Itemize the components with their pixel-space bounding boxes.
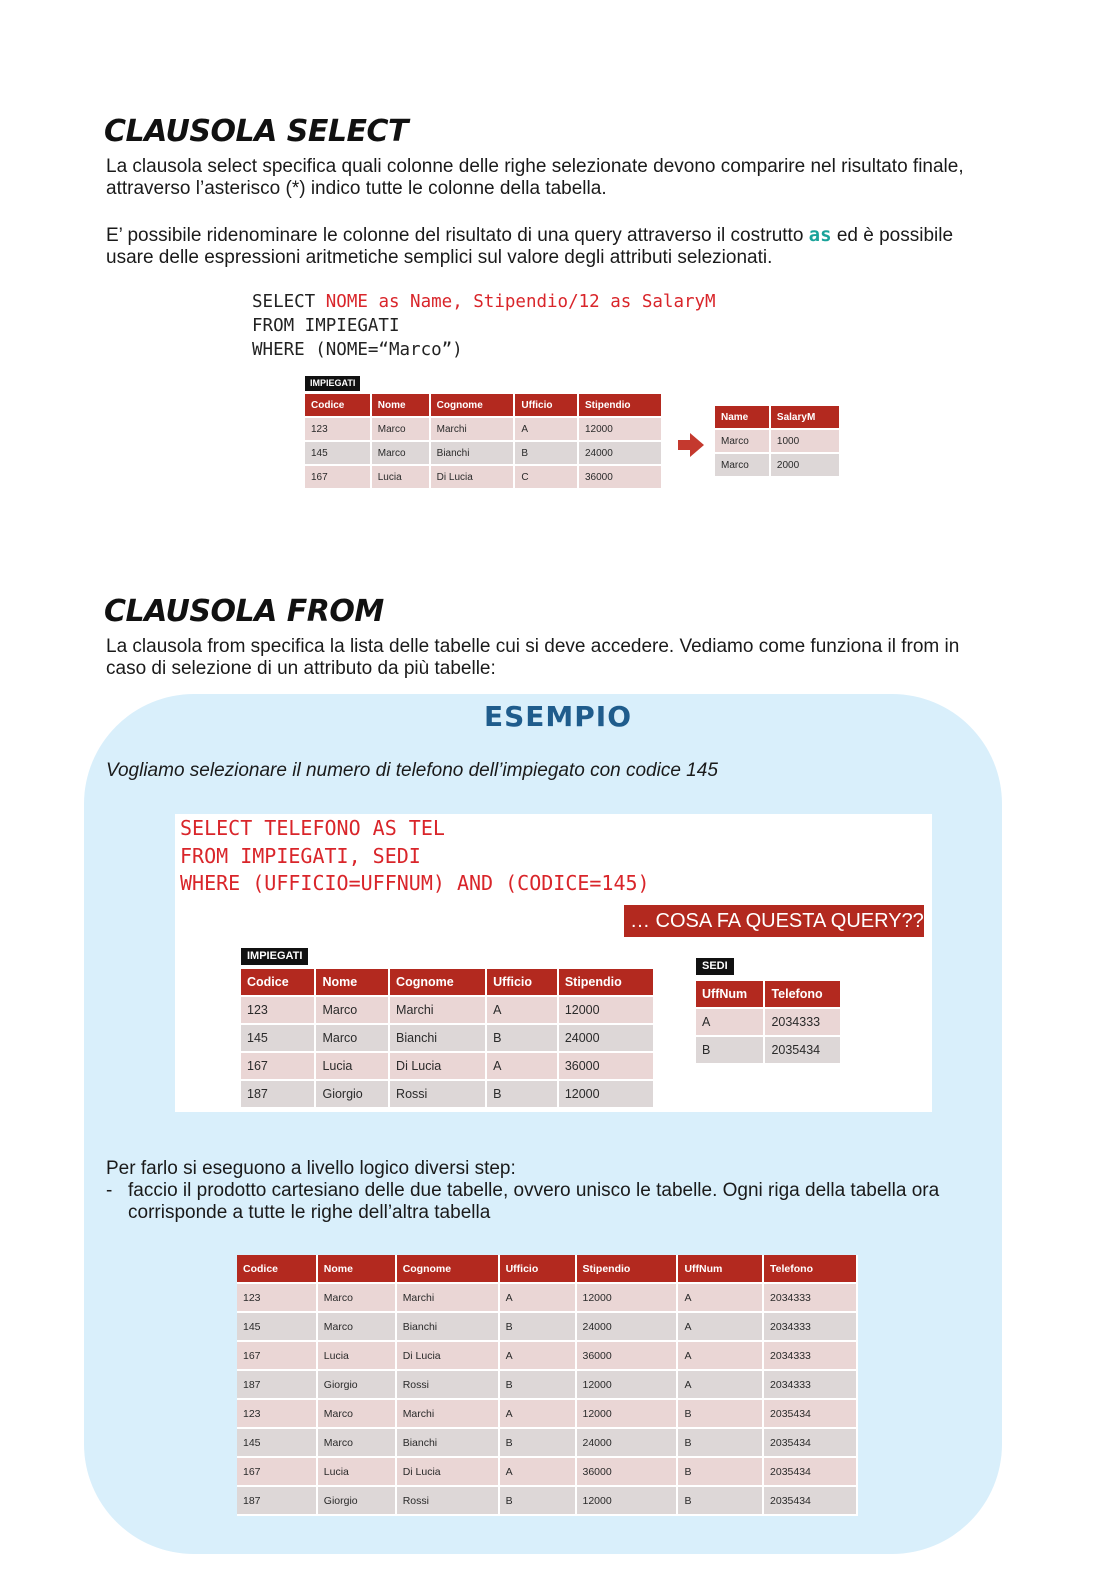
sedi-cell: B — [696, 1037, 765, 1065]
cartesian-cell: Lucia — [318, 1342, 397, 1371]
result-cell: 1000 — [771, 430, 841, 454]
query-callout: … COSA FA QUESTA QUERY?? — [624, 905, 924, 937]
result-header-cell: Name — [715, 406, 771, 430]
table-row — [241, 997, 655, 1025]
cartesian-cell: A — [678, 1313, 764, 1342]
table-row — [237, 1429, 858, 1458]
impiegati-cell: 123 — [305, 418, 372, 442]
cartesian-cell: 145 — [237, 1313, 318, 1342]
cartesian-cell: 12000 — [577, 1371, 679, 1400]
step-item-1-text: faccio il prodotto cartesiano delle due tabelle, ovvero unisco le tabelle. Ogni riga della tabella ora corrisponde a tutte le righe dell’altra tabella — [128, 1180, 940, 1223]
cartesian-cell: 36000 — [577, 1458, 679, 1487]
cartesian-cell: A — [500, 1458, 577, 1487]
impiegati-cell: C — [515, 466, 579, 490]
table-row — [696, 1037, 842, 1065]
result-header-row — [715, 406, 841, 430]
example-impiegati-cell: B — [487, 1081, 559, 1109]
step-dash: - — [106, 1180, 113, 1201]
sedi-label: SEDI — [696, 958, 734, 975]
code-from-line: FROM IMPIEGATI — [252, 316, 400, 336]
table-row — [237, 1313, 858, 1342]
example-impiegati-cell: 12000 — [559, 1081, 655, 1109]
example-code-line-3: WHERE (UFFICIO=UFFNUM) AND (CODICE=145) — [180, 871, 650, 895]
impiegati-cell: Marco — [372, 418, 431, 442]
cartesian-cell: Marco — [318, 1429, 397, 1458]
example-impiegati-header-cell: Ufficio — [487, 969, 559, 997]
table-row — [696, 1009, 842, 1037]
cartesian-cell: 2034333 — [764, 1284, 858, 1313]
cartesian-cell: 187 — [237, 1371, 318, 1400]
impiegati-header-row — [305, 394, 663, 418]
sedi-cell: A — [696, 1009, 765, 1037]
impiegati-header-cell: Codice — [305, 394, 372, 418]
example-impiegati-header-cell: Cognome — [390, 969, 487, 997]
impiegati-cell: Di Lucia — [431, 466, 516, 490]
cartesian-cell: Marco — [318, 1313, 397, 1342]
example-impiegati-cell: A — [487, 1053, 559, 1081]
example-impiegati-cell: 123 — [241, 997, 316, 1025]
example-impiegati-cell: Giorgio — [316, 1081, 390, 1109]
example-impiegati-label: IMPIEGATI — [241, 948, 308, 965]
sedi-header-row — [696, 981, 842, 1009]
cartesian-cell: 2035434 — [764, 1458, 858, 1487]
example-code-line-1: SELECT TELEFONO AS TEL — [180, 816, 445, 840]
cartesian-cell: 2035434 — [764, 1400, 858, 1429]
table-row — [305, 466, 663, 490]
table-row — [237, 1487, 858, 1516]
code-where-line: WHERE (NOME=“Marco”) — [252, 340, 463, 360]
cartesian-cell: B — [500, 1313, 577, 1342]
select-code-block — [252, 290, 716, 362]
example-impiegati-cell: 24000 — [559, 1025, 655, 1053]
impiegati-cell: 24000 — [579, 442, 663, 466]
cartesian-cell: 145 — [237, 1429, 318, 1458]
cartesian-cell: Marco — [318, 1400, 397, 1429]
impiegati-cell: Bianchi — [431, 442, 516, 466]
table-row — [715, 454, 841, 478]
example-code-block — [180, 815, 650, 898]
cartesian-cell: 24000 — [577, 1313, 679, 1342]
result-cell: 2000 — [771, 454, 841, 478]
example-impiegati-header-cell: Stipendio — [559, 969, 655, 997]
example-impiegati-cell: 145 — [241, 1025, 316, 1053]
code-select-args: NOME as Name, Stipendio/12 as SalaryM — [325, 292, 716, 312]
impiegati-cell: 145 — [305, 442, 372, 466]
table-row — [237, 1284, 858, 1313]
cartesian-cell: B — [678, 1400, 764, 1429]
sedi-table — [696, 981, 842, 1065]
impiegati-header-cell: Ufficio — [515, 394, 579, 418]
table-row — [237, 1342, 858, 1371]
result-cell: Marco — [715, 454, 771, 478]
example-impiegati-header-row — [241, 969, 655, 997]
cartesian-cell: A — [678, 1284, 764, 1313]
example-impiegati-cell: Rossi — [390, 1081, 487, 1109]
keyword-as: as — [808, 224, 832, 246]
sedi-header-cell: UffNum — [696, 981, 765, 1009]
example-impiegati-table — [241, 969, 655, 1109]
cartesian-cell: Marco — [318, 1284, 397, 1313]
table-row — [305, 418, 663, 442]
cartesian-cell: Marchi — [397, 1400, 500, 1429]
cartesian-header-cell: Codice — [237, 1255, 318, 1284]
table-row — [241, 1025, 655, 1053]
cartesian-cell: Rossi — [397, 1487, 500, 1516]
cartesian-cell: A — [500, 1400, 577, 1429]
impiegati-header-cell: Cognome — [431, 394, 516, 418]
heading-clausola-select: CLAUSOLA SELECT — [104, 114, 408, 149]
cartesian-cell: Giorgio — [318, 1487, 397, 1516]
cartesian-header-cell: Ufficio — [500, 1255, 577, 1284]
cartesian-cell: Bianchi — [397, 1313, 500, 1342]
impiegati-table — [305, 394, 663, 490]
cartesian-cell: 123 — [237, 1400, 318, 1429]
cartesian-cell: B — [500, 1371, 577, 1400]
steps-intro: Per farlo si eseguono a livello logico diversi step: — [106, 1158, 516, 1179]
impiegati-cell: B — [515, 442, 579, 466]
example-title: ESEMPIO — [483, 700, 633, 733]
cartesian-cell: Lucia — [318, 1458, 397, 1487]
impiegati-label: IMPIEGATI — [305, 376, 360, 391]
sedi-cell: 2034333 — [765, 1009, 842, 1037]
cartesian-cell: 2034333 — [764, 1342, 858, 1371]
cartesian-cell: A — [500, 1342, 577, 1371]
cartesian-cell: 36000 — [577, 1342, 679, 1371]
code-keyword-select: SELECT — [252, 292, 326, 312]
example-impiegati-cell: Marco — [316, 1025, 390, 1053]
sedi-header-cell: Telefono — [765, 981, 842, 1009]
table-row — [715, 430, 841, 454]
example-impiegati-header-cell: Nome — [316, 969, 390, 997]
table-row — [237, 1400, 858, 1429]
example-impiegati-cell: 187 — [241, 1081, 316, 1109]
cartesian-cell: A — [500, 1284, 577, 1313]
impiegati-cell: 36000 — [579, 466, 663, 490]
cartesian-cell: 12000 — [577, 1284, 679, 1313]
result-cell: Marco — [715, 430, 771, 454]
cartesian-cell: 167 — [237, 1458, 318, 1487]
cartesian-cell: A — [678, 1342, 764, 1371]
example-impiegati-cell: 36000 — [559, 1053, 655, 1081]
example-impiegati-cell: 167 — [241, 1053, 316, 1081]
cartesian-header-cell: Stipendio — [577, 1255, 679, 1284]
impiegati-cell: Lucia — [372, 466, 431, 490]
cartesian-cell: 2035434 — [764, 1487, 858, 1516]
cartesian-header-cell: Nome — [318, 1255, 397, 1284]
example-impiegati-cell: Di Lucia — [390, 1053, 487, 1081]
cartesian-cell: Di Lucia — [397, 1342, 500, 1371]
cartesian-cell: Giorgio — [318, 1371, 397, 1400]
cartesian-cell: 24000 — [577, 1429, 679, 1458]
cartesian-cell: A — [678, 1371, 764, 1400]
select-paragraph-2-text-a: E’ possibile ridenominare le colonne del risultato di una query attraverso il costrutto — [106, 225, 809, 246]
cartesian-cell: B — [678, 1458, 764, 1487]
table-row — [237, 1371, 858, 1400]
cartesian-cell: 187 — [237, 1487, 318, 1516]
select-paragraph-2 — [106, 224, 996, 269]
example-impiegati-cell: Marchi — [390, 997, 487, 1025]
cartesian-cell: 2035434 — [764, 1429, 858, 1458]
table-row — [305, 442, 663, 466]
example-impiegati-cell: Marco — [316, 997, 390, 1025]
example-impiegati-cell: Lucia — [316, 1053, 390, 1081]
cartesian-header-row — [237, 1255, 858, 1284]
example-intro: Vogliamo selezionare il numero di telefono dell’impiegato con codice 145 — [106, 760, 718, 781]
table-row — [241, 1053, 655, 1081]
from-paragraph-1: La clausola from specifica la lista delle tabelle cui si deve accedere. Vediamo come funziona il from in caso di selezione di un attributo da più tabelle: — [106, 636, 960, 679]
cartesian-header-cell: UffNum — [678, 1255, 764, 1284]
cartesian-product-table — [237, 1255, 858, 1516]
cartesian-cell: 123 — [237, 1284, 318, 1313]
result-header-cell: SalaryM — [771, 406, 841, 430]
impiegati-header-cell: Stipendio — [579, 394, 663, 418]
cartesian-cell: Rossi — [397, 1371, 500, 1400]
cartesian-cell: 2034333 — [764, 1313, 858, 1342]
example-impiegati-cell: B — [487, 1025, 559, 1053]
sedi-cell: 2035434 — [765, 1037, 842, 1065]
select-paragraph-2-text-b: ed è possibile usare delle espressioni aritmetiche semplici sul valore degli attributi selezionati. — [106, 225, 954, 268]
cartesian-cell: B — [678, 1429, 764, 1458]
select-paragraph-1: La clausola select specifica quali colonne delle righe selezionate devono comparire nel risultato finale, attraverso l’asterisco (*) indico tutte le colonne della tabella. — [106, 156, 964, 199]
arrow-right-icon — [676, 432, 706, 458]
impiegati-cell: Marchi — [431, 418, 516, 442]
impiegati-cell: 12000 — [579, 418, 663, 442]
table-row — [237, 1458, 858, 1487]
cartesian-cell: 12000 — [577, 1487, 679, 1516]
cartesian-cell: B — [500, 1487, 577, 1516]
cartesian-cell: Bianchi — [397, 1429, 500, 1458]
steps-text — [106, 1158, 986, 1224]
table-row — [241, 1081, 655, 1109]
example-impiegati-cell: A — [487, 997, 559, 1025]
result-table — [715, 406, 841, 478]
example-impiegati-cell: Bianchi — [390, 1025, 487, 1053]
cartesian-cell: B — [678, 1487, 764, 1516]
heading-clausola-from: CLAUSOLA FROM — [104, 594, 384, 629]
cartesian-cell: Di Lucia — [397, 1458, 500, 1487]
example-impiegati-cell: 12000 — [559, 997, 655, 1025]
impiegati-cell: 167 — [305, 466, 372, 490]
step-item-1 — [106, 1180, 986, 1224]
cartesian-cell: 12000 — [577, 1400, 679, 1429]
impiegati-cell: A — [515, 418, 579, 442]
cartesian-cell: Marchi — [397, 1284, 500, 1313]
impiegati-cell: Marco — [372, 442, 431, 466]
cartesian-cell: B — [500, 1429, 577, 1458]
cartesian-header-cell: Telefono — [764, 1255, 858, 1284]
example-impiegati-header-cell: Codice — [241, 969, 316, 997]
cartesian-cell: 2034333 — [764, 1371, 858, 1400]
cartesian-cell: 167 — [237, 1342, 318, 1371]
cartesian-header-cell: Cognome — [397, 1255, 500, 1284]
impiegati-header-cell: Nome — [372, 394, 431, 418]
example-code-line-2: FROM IMPIEGATI, SEDI — [180, 843, 421, 868]
